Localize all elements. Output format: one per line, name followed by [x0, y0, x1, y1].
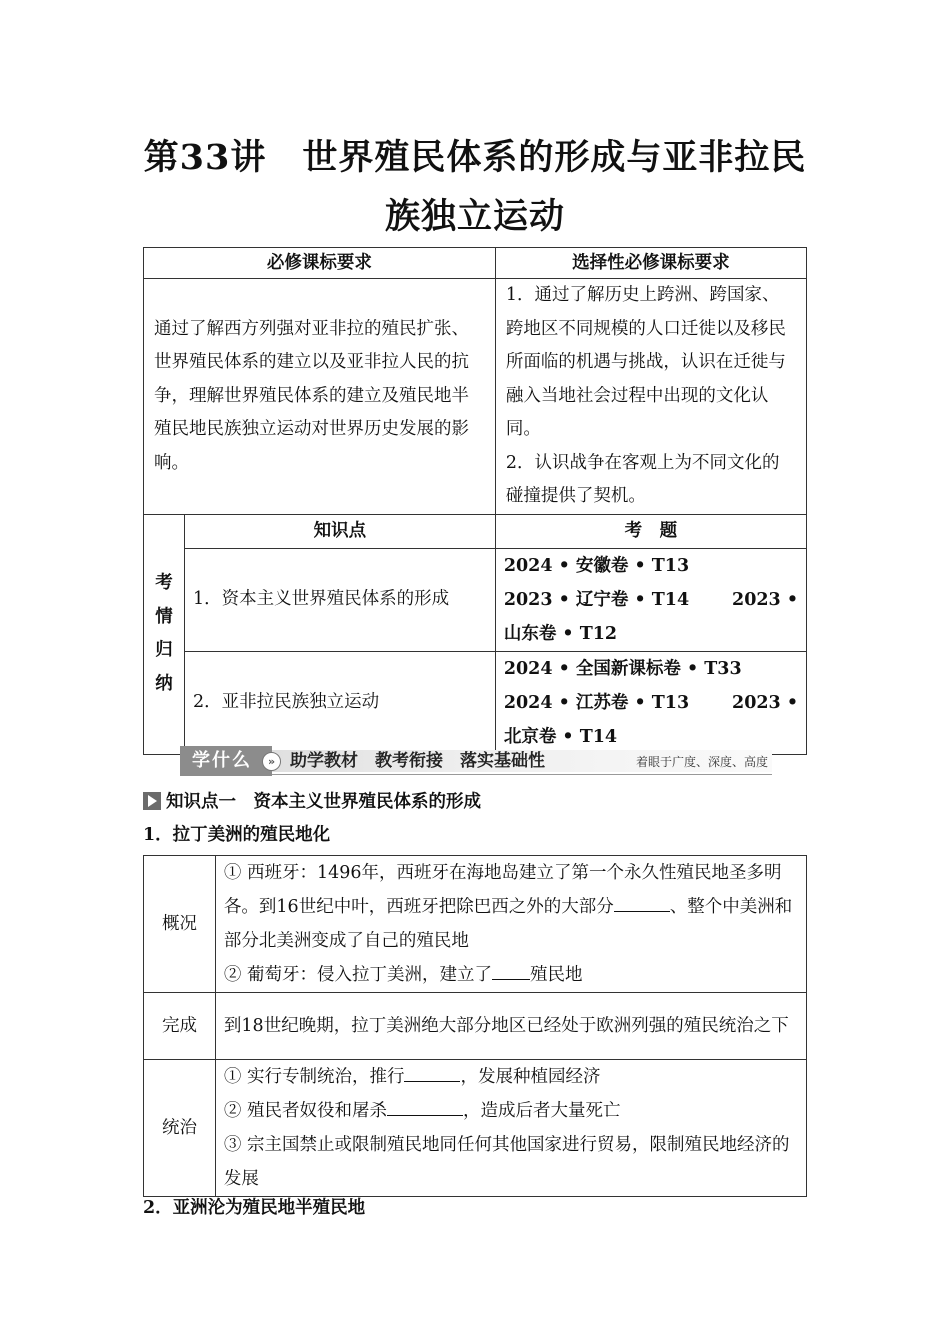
elective-requirement-cell — [495, 279, 806, 515]
banner-subtitle: 着眼于广度、深度、高度 — [635, 755, 768, 769]
fill-blank — [404, 1063, 460, 1082]
row-label-rule: 统治 — [144, 1060, 216, 1197]
exam-row — [144, 652, 807, 755]
exam-questions: 2024 • 安徽卷 • T13 2023 • 辽宁卷 • T14 2023 • 山东卷 • T12 — [495, 549, 806, 652]
banner-slogan: 助学教材 教考衔接 落实基础性 — [290, 751, 545, 771]
lesson-title-line1: 第33讲 世界殖民体系的形成与亚非拉民 — [143, 137, 807, 178]
fill-blank — [492, 961, 530, 980]
fill-blank — [387, 1097, 463, 1116]
knowledge-point: 1．资本主义世界殖民体系的形成 — [184, 549, 495, 652]
double-arrow-icon: » — [262, 752, 281, 771]
banner-underline — [272, 774, 772, 775]
banner-tag: 学什么 — [180, 746, 272, 776]
elective-item-1: 1．通过了解历史上跨洲、跨国家、跨地区不同规模的人口迁徙以及移民所面临的机遇与挑战，认识在迁徙与融入当地社会过程中出现的文化认同。 — [505, 285, 786, 439]
play-triangle-icon — [143, 792, 161, 810]
questions-column-header: 考 题 — [495, 514, 806, 549]
compulsory-requirement-text: 通过了解西方列强对亚非拉的殖民扩张、世界殖民体系的建立以及亚非拉人民的抗争，理解世界殖民体系的建立及殖民地半殖民地民族独立运动对世界历史发展的影响。 — [144, 279, 496, 515]
subheading-latin-america: 1．拉丁美洲的殖民地化 — [143, 825, 331, 845]
knowledge-point: 2．亚非拉民族独立运动 — [184, 652, 495, 755]
exam-questions: 2024 • 全国新课标卷 • T33 2024 • 江苏卷 • T13 2023 • 北京卷 • T14 — [495, 652, 806, 755]
knowledge-point-heading: 知识点一 资本主义世界殖民体系的形成 — [143, 788, 481, 813]
knowledge-column-header: 知识点 — [184, 514, 495, 549]
rule-content: ① 实行专制统治，推行 ，发展种植园经济 ② 殖民者奴役和屠杀 ，造成后者大量死亡 ③ 宗主国禁止或限制殖民地同任何其他国家进行贸易，限制殖民地经济的发展 — [215, 1060, 806, 1197]
exam-summary-label: 考 情 归 纳 — [144, 514, 185, 755]
completion-content: 到18世纪晚期，拉丁美洲绝大部分地区已经处于欧洲列强的殖民统治之下 — [215, 993, 806, 1060]
header-elective: 选择性必修课标要求 — [495, 248, 806, 279]
subheading-asia: 2．亚洲沦为殖民地半殖民地 — [143, 1198, 366, 1218]
section-banner — [180, 746, 772, 776]
row-label-completion: 完成 — [144, 993, 216, 1060]
fill-blank — [614, 893, 670, 912]
elective-item-2: 2．认识战争在客观上为不同文化的碰撞提供了契机。 — [505, 452, 780, 506]
latin-america-table — [143, 855, 807, 1197]
row-label-overview: 概况 — [144, 856, 216, 993]
lesson-title-line2: 族独立运动 — [384, 196, 565, 237]
overview-content: ① 西班牙：1496年，西班牙在海地岛建立了第一个永久性殖民地圣多明各。到16世纪中叶，西班牙把除巴西之外的大部分 、整个中美洲和部分北美洲变成了自己的殖民地 ② 葡萄牙：侵入拉丁美洲，建立了 殖民地 — [215, 856, 806, 993]
requirements-table — [143, 247, 807, 755]
exam-row — [144, 549, 807, 652]
header-compulsory: 必修课标要求 — [144, 248, 496, 279]
